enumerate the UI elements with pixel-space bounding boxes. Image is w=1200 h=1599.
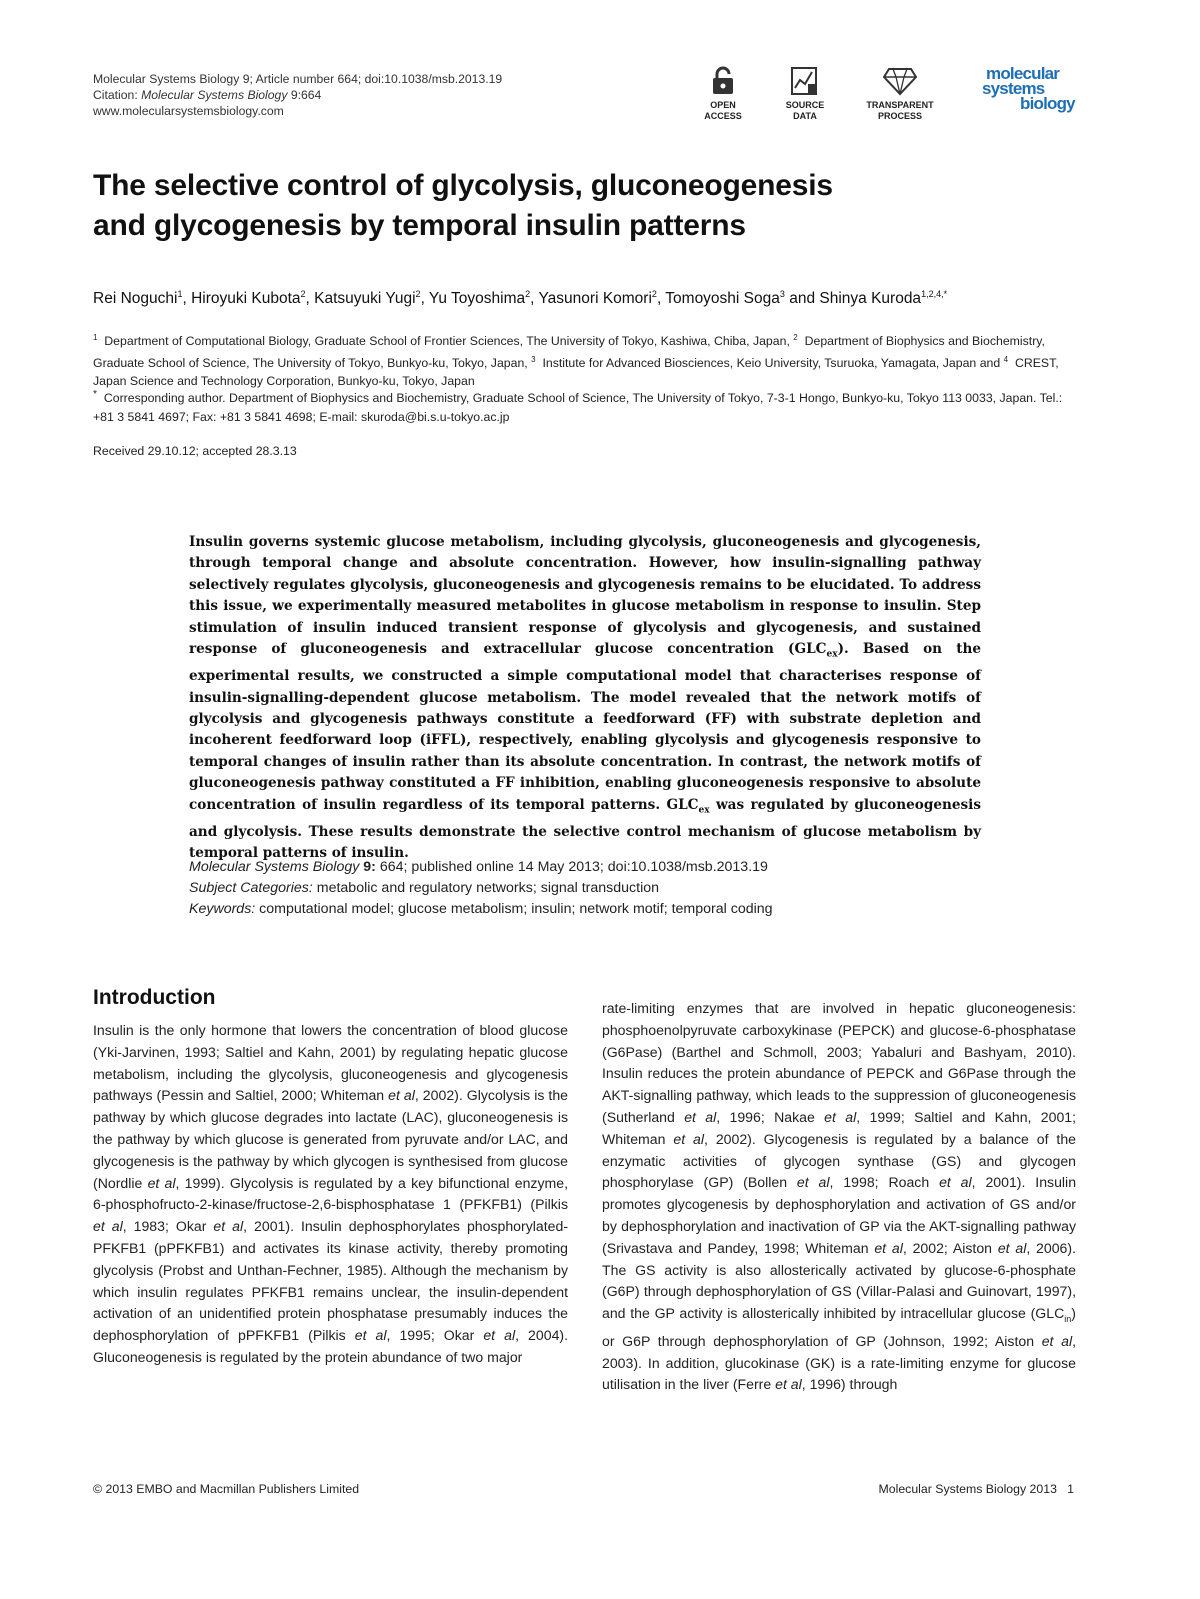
source-data-badge[interactable]: SOURCE DATA — [765, 66, 845, 122]
body-column-right: rate-limiting enzymes that are involved in hepatic gluconeogenesis: phosphoenolpyruvate carboxykinase (PEPCK) and glucose-6-phosphatase (G6Pase) (Barthel and Schmoll, 2003; Yabaluri and Bashyam, 2010). Insulin reduces the protein abundance of PEPCK and G6Pase through the AKT-signalling pathway, which leads to the suppression of gluconeogenesis (Sutherland et al, 1996; Nakae et al, 1999; Saltiel and Kahn, 2001; Whiteman et al, 2002). Glycogenesis is regulated by a balance of the enzymatic activities of glycogen synthase (GS) and glycogen phosphorylase (GP) (Bollen et al, 1998; Roach et al, 2001). Insulin promotes glycogenesis by dephosphorylation and activation of GS and/or by dephosphorylation and inactivation of GP via the AKT-signalling pathway (Srivastava and Pandey, 1998; Whiteman et al, 2002; Aiston et al, 2006). The GS activity is also allosterically activated by glucose-6-phosphate (G6P) through dephosphorylation of GS (Villar-Palasi and Guinovart, 1997), and the GP activity is allosterically inhibited by intracellular glucose $(GLC_{in})$ or G6P through dephosphorylation of GP (Johnson, 1992; Aiston et al, 2003). In addition, glucokinase (GK) is a rate-limiting enzyme for glucose utilisation in the liver (Ferre et al, 1996) through — [602, 1000, 1077, 1393]
chart-document-icon — [790, 66, 820, 96]
received-dates: Received 29.10.12; accepted 28.3.13 — [93, 444, 297, 458]
author: Tomoyoshi Soga — [665, 290, 780, 308]
author: Rei Noguchi — [93, 290, 178, 308]
publication-info: Molecular Systems Biology 9: 664; published online 14 May 2013; doi:10.1038/msb.2013.19 — [189, 859, 768, 875]
author: Shinya Kuroda — [819, 290, 922, 308]
page-footer: Molecular Systems Biology 2013 1 — [878, 1482, 1074, 1496]
author: Katsuyuki Yugi — [314, 290, 416, 308]
abstract: Insulin governs systemic glucose metabolism, including glycolysis, gluconeogenesis and glycogenesis, through temporal change and absolute concentration. However, how insulin-signalling pathway selectively regulates glycolysis, gluconeogenesis and glycogenesis remains to be elucidated. To address this issue, we experimentally measured metabolites in glucose metabolism in response to insulin. Step stimulation of insulin induced transient response of glycolysis and glycogenesis, and sustained response of gluconeogenesis and extracellular glucose concentration $(GLC_{ex})$. Based on the experimental results, we constructed a simple computational model that characterises response of insulin-signalling-dependent glucose metabolism. The model revealed that the network motifs of glycolysis and glycogenesis pathways constitute a feedforward (FF) with substrate depletion and incoherent feedforward loop (iFFL), respectively, enabling glycolysis and glycogenesis responsive to temporal changes of insulin rather than its absolute concentration. In contrast, the network motifs of gluconeogenesis pathway constituted a FF inhibition, enabling gluconeogenesis responsive to absolute concentration of insulin regardless of its temporal patterns. $GLC_{ex}$ was regulated by gluconeogenesis and glycolysis. These results demonstrate the selective control mechanism of glucose metabolism by temporal patterns of insulin. — [189, 534, 982, 862]
open-access-badge[interactable]: OPEN ACCESS — [683, 66, 763, 122]
body-column-left: Insulin is the only hormone that lowers the concentration of blood glucose (Yki-Jarvinen, 1993; Saltiel and Kahn, 2001) by regulating hepatic glucose metabolism, including the glycolysis, gluconeogenesis and glycogenesis pathways (Pessin and Saltiel, 2000; Whiteman et al, 2002). Glycolysis is the pathway by which glucose degrades into lactate (LAC), gluconeogenesis is the pathway by which glucose is generated from pyruvate and/or LAC, and glycogenesis is the pathway by which glycogen is synthesised from glucose (Nordlie et al, 1999). Glycolysis is regulated by a key bifunctional enzyme, 6-phosphofructo-2-kinase/fructose-2,6-bisphosphatase 1 (PFKFB1) (Pilkis et al, 1983; Okar et al, 2001). Insulin dephosphorylates phosphorylated-PFKFB1 (pPFKFB1) and activates its kinase activity, thereby promoting glycolysis (Probst and Unthan-Fechner, 1985). Although the mechanism by which insulin regulates PFKFB1 remains unclear, the insulin-dependent activation of an unidentified protein phosphatase presumably induces the dephosphorylation of pPFKFB1 (Pilkis et al, 1995; Okar et al, 2004). Gluconeogenesis is regulated by the protein abundance of two major — [93, 1022, 569, 1365]
author: Hiroyuki Kubota — [191, 290, 301, 308]
transparent-process-badge[interactable]: TRANSPARENT PROCESS — [860, 66, 940, 122]
affiliations: $^1$ Department of Computational Biology, Graduate School of Frontier Sciences, The University of Tokyo, Kashiwa, Chiba, Japan, $^2$ Department of Biophysics and Biochemistry, Graduate School of Science, The University of Tokyo, Bunkyo-ku, Tokyo, Japan, $^3$ Institute for Advanced Biosciences, Keio University, Tsuruoka, Yamagata, Japan and $^4$ CREST, Japan Science and Technology Corporation, Bunkyo-ku, Tokyo, Japan — [93, 333, 1059, 389]
journal-header — [93, 71, 502, 119]
journal-logo: molecular systems biology — [982, 64, 1075, 113]
author-list: Rei Noguchi$^1$, Hiroyuki Kubota$^2$, Katsuyuki Yugi$^2$, Yu Toyoshima$^2$, Yasunori Komori$^2$, Tomoyoshi Soga$^3$ and Shinya Kuroda$^{1,2,4,*}$ — [93, 289, 948, 308]
article-title: The selective control of glycolysis, gluconeogenesis and glycogenesis by temporal insulin patterns — [93, 169, 833, 242]
badge-bar — [690, 66, 1080, 136]
copyright-footer: © 2013 EMBO and Macmillan Publishers Limited — [93, 1482, 360, 1496]
article-reference: Molecular Systems Biology 9; Article number 664; doi:10.1038/msb.2013.19 — [93, 72, 503, 86]
section-heading: Introduction — [93, 986, 216, 1009]
diamond-icon — [883, 66, 917, 96]
citation-line: Citation: Molecular Systems Biology 9:664 — [93, 88, 322, 102]
author: Yasunori Komori — [538, 290, 652, 308]
journal-website[interactable]: www.molecularsystemsbiology.com — [93, 104, 284, 118]
author: Yu Toyoshima — [428, 290, 526, 308]
subject-categories: Subject Categories: metabolic and regulatory networks; signal transduction — [189, 880, 660, 896]
keywords: Keywords: computational model; glucose metabolism; insulin; network motif; temporal coding — [189, 901, 773, 917]
corresponding-author: * Corresponding author. Department of Biophysics and Biochemistry, Graduate School of Science, The University of Tokyo, 7-3-1 Hongo, Bunkyo-ku, Tokyo 113 0033, Japan. Tel.: +81 3 5841 4697; Fax: +81 3 5841 4698; E-mail: skuroda@bi.s.u-tokyo.ac.jp — [93, 389, 1063, 424]
open-lock-icon — [710, 66, 736, 96]
